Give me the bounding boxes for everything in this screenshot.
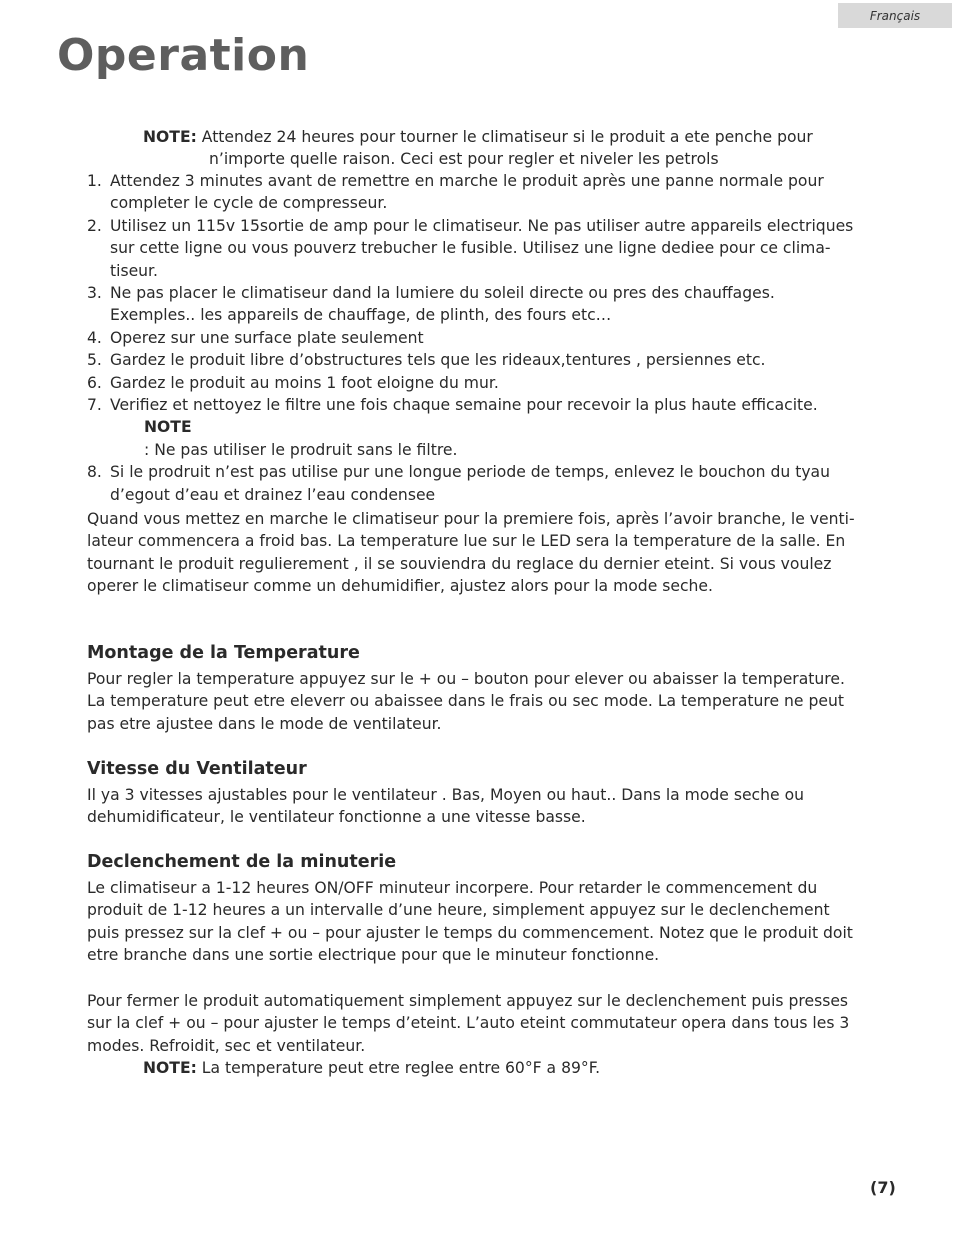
page-title: Operation bbox=[57, 30, 310, 81]
list-line: tiseur. bbox=[110, 261, 158, 280]
top-note-line2: n’importe quelle raison. Ceci est pour regler et niveler les petrols bbox=[209, 150, 719, 168]
note-text: La temperature peut etre reglee entre 60°F a 89°F. bbox=[196, 1059, 601, 1077]
paragraph-line: tournant le produit regulierement , il se souviendra du reglace du dernier eteint. Si vous voulez bbox=[87, 554, 832, 573]
list-item bbox=[87, 372, 917, 394]
list-number: 3. bbox=[87, 284, 102, 303]
bottom-note bbox=[143, 1057, 600, 1079]
paragraph-line: pas etre ajustee dans le mode de ventilateur. bbox=[87, 714, 442, 733]
list-line: sur cette ligne ou vous pouverz trebucher le fusible. Utilisez une ligne dediee pour ce clima- bbox=[110, 239, 831, 258]
section-body-fan-speed bbox=[87, 784, 804, 829]
list-line: Si le prodruit n’est pas utilise pur une longue periode de temps, enlevez le bouchon du tyau bbox=[110, 463, 831, 482]
paragraph-line: Il ya 3 vitesses ajustables pour le ventilateur . Bas, Moyen ou haut.. Dans la mode seche ou bbox=[87, 786, 804, 804]
list-number: 8. bbox=[87, 463, 102, 482]
top-note-line1 bbox=[143, 126, 813, 148]
list-item bbox=[87, 282, 917, 327]
section-body-timer bbox=[87, 877, 853, 967]
list-line: Operez sur une surface plate seulement bbox=[110, 328, 424, 347]
list-line: Exemples.. les appareils de chauffage, de plinth, des fours etc… bbox=[110, 306, 612, 325]
list-line: Ne pas placer le climatiseur dand la lumiere du soleil directe ou pres des chauffages. bbox=[110, 284, 775, 303]
note-label: NOTE: bbox=[143, 1059, 197, 1077]
list-item bbox=[87, 394, 917, 461]
note-text: Attendez 24 heures pour tourner le climatiseur si le produit a ete penche pour bbox=[196, 128, 813, 146]
list-line: Gardez le produit au moins 1 foot eloigne du mur. bbox=[110, 373, 499, 392]
paragraph-line: sur la clef + ou – pour ajuster le temps d’eteint. L’auto eteint commutateur opera dans tous les 3 bbox=[87, 1014, 850, 1033]
note-label: NOTE bbox=[144, 418, 192, 437]
paragraph-line: dehumidificateur, le ventilateur fonctionne a une vitesse basse. bbox=[87, 808, 586, 827]
list-item bbox=[87, 170, 917, 215]
paragraph-line: lateur commencera a froid bas. La temperature lue sur le LED sera la temperature de la salle. En bbox=[87, 532, 846, 551]
list-line: Gardez le produit libre d’obstructures tels que les rideaux,tentures , persiennes etc. bbox=[110, 351, 766, 370]
paragraph-line: Pour regler la temperature appuyez sur le + ou – bouton pour elever ou abaisser la temperature. bbox=[87, 670, 845, 688]
page-number: (7) bbox=[870, 1178, 896, 1197]
paragraph-line: modes. Refroidit, sec et ventilateur. bbox=[87, 1036, 366, 1055]
list-number: 2. bbox=[87, 216, 102, 235]
section-body-temperature bbox=[87, 668, 845, 735]
list-number: 7. bbox=[87, 396, 102, 415]
list-number: 4. bbox=[87, 328, 102, 347]
paragraph-line: produit de 1-12 heures a un intervalle d’une heure, simplement appuyez sur le declenchement bbox=[87, 901, 830, 920]
list-line: Attendez 3 minutes avant de remettre en marche le produit après une panne normale pour bbox=[110, 172, 824, 190]
paragraph-line: operer le climatiseur comme un dehumidifier, ajustez alors pour la mode seche. bbox=[87, 577, 713, 596]
list-number: 6. bbox=[87, 373, 102, 392]
paragraph-line: Pour fermer le produit automatiquement simplement appuyez sur le declenchement puis presses bbox=[87, 992, 849, 1010]
list-item bbox=[87, 215, 917, 282]
paragraph-line: etre branche dans une sortie electrique pour que le minuteur fonctionne. bbox=[87, 946, 660, 965]
list-line: Utilisez un 115v 15sortie de amp pour le climatiseur. Ne pas utiliser autre appareils electriques bbox=[110, 216, 854, 235]
list-line: Verifiez et nettoyez le filtre une fois chaque semaine pour recevoir la plus haute efficacite. bbox=[110, 396, 818, 415]
section-heading-timer: Declenchement de la minuterie bbox=[87, 852, 397, 872]
note-label: NOTE: bbox=[143, 128, 197, 146]
list-item bbox=[87, 349, 917, 371]
steps-list bbox=[87, 170, 917, 506]
language-tab: Français bbox=[838, 3, 952, 28]
paragraph-line: Le climatiseur a 1-12 heures ON/OFF minuteur incorpere. Pour retarder le commencement du bbox=[87, 879, 818, 897]
section-heading-fan-speed: Vitesse du Ventilateur bbox=[87, 759, 307, 779]
paragraph-line: puis pressez sur la clef + ou – pour ajuster le temps du commencement. Notez que le produit doit bbox=[87, 923, 853, 942]
paragraph-line: Quand vous mettez en marche le climatiseur pour la premiere fois, après l’avoir branche, le venti- bbox=[87, 510, 855, 528]
intro-paragraph bbox=[87, 508, 855, 598]
list-item bbox=[87, 327, 917, 349]
step7-note bbox=[110, 416, 917, 461]
section-body-timer-2 bbox=[87, 990, 849, 1057]
list-item bbox=[87, 461, 917, 506]
list-number: 1. bbox=[87, 172, 102, 190]
list-line: d’egout d’eau et drainez l’eau condensee bbox=[110, 485, 436, 504]
list-line: completer le cycle de compresseur. bbox=[110, 194, 388, 213]
paragraph-line: La temperature peut etre eleverr ou abaissee dans le frais ou sec mode. La temperature ne peut bbox=[87, 692, 844, 711]
list-number: 5. bbox=[87, 351, 102, 370]
note-text: : Ne pas utiliser le prodruit sans le filtre. bbox=[144, 440, 458, 459]
section-heading-temperature: Montage de la Temperature bbox=[87, 643, 360, 663]
